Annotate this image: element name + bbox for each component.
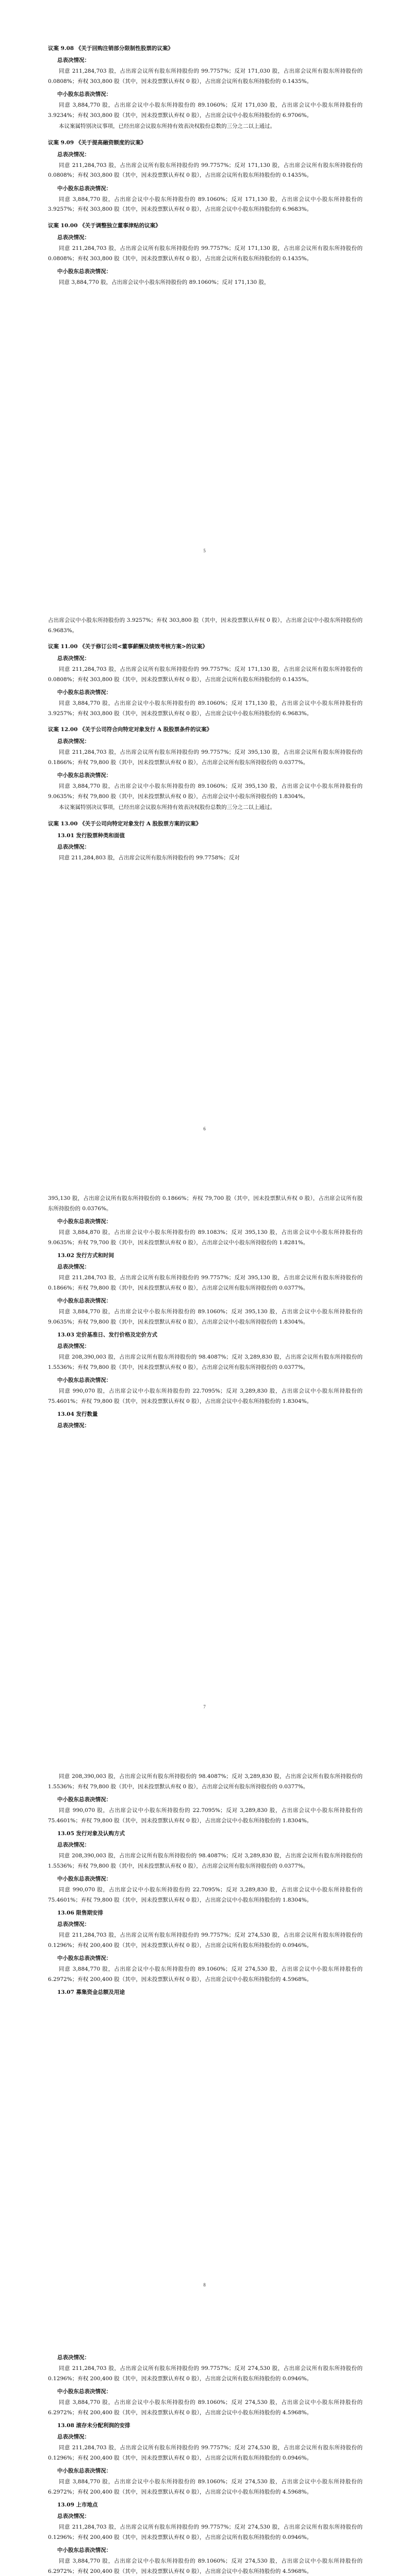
section-label: 中小股东总表决情况： bbox=[57, 1876, 111, 1882]
vote-result-paragraph: 同意 3,884,770 股，占出席会议中小股东所持股份的 89.1060%；反对 274,530 股，占出席会议中小股东所持股份的 6.2972%；弃权 200,400 股（其中，因未投票默认弃权 0 股），占出席会议中小股东所持股份的 4.5968%。 bbox=[48, 1966, 363, 1982]
section-label: 13.02 发行方式和时间 bbox=[57, 1252, 114, 1259]
section-label: 总表决情况： bbox=[57, 2513, 90, 2519]
section-label: 总表决情况： bbox=[57, 738, 90, 745]
vote-result-paragraph: 同意 211,284,703 股，占出席会议所有股东所持股份的 99.7757%；反对 274,530 股，占出席会议所有股东所持股份的 0.1296%；弃权 200,400 股（其中，因未投票默认弃权 0 股），占出席会议所有股东所持股份的 0.0946%。 bbox=[48, 2445, 363, 2461]
section-label: 总表决情况： bbox=[57, 1422, 90, 1429]
section-label: 总表决情况： bbox=[57, 1343, 90, 1349]
section-label: 13.08 滚存未分配利润的安排 bbox=[57, 2422, 130, 2429]
section-label: 总表决情况： bbox=[57, 1921, 90, 1927]
document-page bbox=[0, 1734, 409, 2312]
page-body bbox=[48, 38, 363, 289]
motion-heading: 议案 11.00 《关于修订公司<董事薪酬及绩效考核方案>的议案》 bbox=[48, 643, 208, 650]
vote-result-paragraph: 同意 3,884,770 股，占出席会议中小股东所持股份的 89.1060%；反对 171,130 股， bbox=[59, 279, 270, 286]
page-body bbox=[48, 1772, 363, 1998]
section-label: 中小股东总表决情况： bbox=[57, 772, 111, 779]
section-label: 总表决情况： bbox=[57, 1264, 90, 1270]
section-label: 总表决情况： bbox=[57, 2434, 90, 2440]
vote-result-paragraph: 同意 3,884,770 股，占出席会议中小股东所持股份的 89.1060%；反对 274,530 股，占出席会议中小股东所持股份的 6.2972%；弃权 200,400 股（其中，因未投票默认弃权 0 股），占出席会议中小股东所持股份的 4.5968%。 bbox=[48, 2558, 363, 2574]
vote-result-paragraph: 同意 211,284,703 股，占出席会议所有股东所持股份的 99.7757%；反对 171,130 股，占出席会议所有股东所持股份的 0.0808%；弃权 303,800 股（其中，因未投票默认弃权 0 股），占出席会议所有股东所持股份的 0.1435%。 bbox=[48, 245, 363, 262]
document-page bbox=[0, 2312, 409, 2576]
vote-result-paragraph: 同意 211,284,703 股，占出席会议所有股东所持股份的 99.7757%；反对 171,130 股，占出席会议所有股东所持股份的 0.0808%；弃权 303,800 股（其中，因未投票默认弃权 0 股），占出席会议所有股东所持股份的 0.1435%。 bbox=[48, 666, 363, 683]
section-label: 中小股东总表决情况： bbox=[57, 1298, 111, 1304]
vote-result-paragraph: 395,130 股，占出席会议所有股东所持股份的 0.1866%；弃权 79,700 股（其中，因未投票默认弃权 0 股），占出席会议所有股东所持股份的 0.0376%。 bbox=[48, 1195, 363, 1212]
vote-result-paragraph: 同意 3,884,770 股，占出席会议中小股东所持股份的 89.1060%；反对 274,530 股，占出席会议中小股东所持股份的 6.2972%；弃权 200,400 股（其中，因未投票默认弃权 0 股），占出席会议中小股东所持股份的 4.5968%。 bbox=[48, 2479, 363, 2495]
section-label: 中小股东总表决情况： bbox=[57, 2547, 111, 2553]
motion-heading: 议案 9.09 《关于提高融资额度的议案》 bbox=[48, 139, 146, 146]
vote-result-paragraph: 同意 211,284,703 股，占出席会议所有股东所持股份的 99.7757%；反对 395,130 股，占出席会议所有股东所持股份的 0.1866%；弃权 79,800 股（其中，因未投票默认弃权 0 股），占出席会议所有股东所持股份的 0.0377%。 bbox=[48, 749, 363, 766]
section-label: 总表决情况： bbox=[57, 2354, 90, 2361]
motion-heading: 议案 12.00 《关于公司符合向特定对象发行 A 股股票条件的议案》 bbox=[48, 726, 212, 733]
page-number: 6 bbox=[203, 1126, 206, 1131]
page-number: 7 bbox=[203, 1704, 206, 1709]
motion-heading: 议案 10.00 《关于调整独立董事津贴的议案》 bbox=[48, 222, 161, 229]
section-label: 13.04 发行数量 bbox=[57, 1411, 98, 1417]
vote-result-paragraph: 同意 211,284,703 股，占出席会议所有股东所持股份的 99.7757%；反对 274,530 股，占出席会议所有股东所持股份的 0.1296%；弃权 200,400 股（其中，因未投票默认弃权 0 股），占出席会议所有股东所持股份的 0.0946%。 bbox=[48, 2365, 363, 2382]
vote-result-paragraph: 同意 990,070 股，占出席会议中小股东所持股份的 22.7095%；反对 3,289,830 股，占出席会议中小股东所持股份的 75.4601%；弃权 79,800 股（其中，因未投票默认弃权 0 股），占出席会议中小股东所持股份的 1.8304%。 bbox=[48, 1807, 363, 1824]
section-label: 中小股东总表决情况： bbox=[57, 1955, 111, 1961]
page-number: 5 bbox=[203, 548, 206, 553]
vote-result-paragraph: 同意 3,884,870 股，占出席会议中小股东所持股份的 89.1083%；反对 395,130 股，占出席会议中小股东所持股份的 9.0635%；弃权 79,700 股（其中，因未投票默认弃权 0 股），占出席会议中小股东所持股份的 1.8281%。 bbox=[48, 1229, 363, 1246]
vote-result-paragraph: 同意 208,390,003 股，占出席会议所有股东所持股份的 98.4087%；反对 3,289,830 股，占出席会议所有股东所持股份的 1.5536%；弃权 79,800 股（其中，因未投票默认弃权 0 股），占出席会议所有股东所持股份的 0.0377%。 bbox=[48, 1853, 363, 1869]
section-label: 中小股东总表决情况： bbox=[57, 1377, 111, 1383]
vote-result-paragraph: 同意 3,884,770 股，占出席会议中小股东所持股份的 89.1060%；反对 171,130 股，占出席会议中小股东所持股份的 3.9257%；弃权 303,800 股（其中，因未投票默认弃权 0 股），占出席会议中小股东所持股份的 6.9683%。 bbox=[48, 196, 363, 213]
section-label: 总表决情况： bbox=[57, 1842, 90, 1848]
section-label: 中小股东总表决情况： bbox=[57, 1797, 111, 1803]
vote-result-paragraph: 同意 990,070 股，占出席会议中小股东所持股份的 22.7095%；反对 3,289,830 股，占出席会议中小股东所持股份的 75.4601%；弃权 79,800 股（其中，因未投票默认弃权 0 股），占出席会议中小股东所持股份的 1.8304%。 bbox=[48, 1887, 363, 1903]
section-label: 总表决情况： bbox=[57, 57, 90, 64]
page-number: 8 bbox=[203, 2282, 206, 2287]
vote-result-paragraph: 同意 3,884,770 股，占出席会议中小股东所持股份的 89.1060%；反对 395,130 股，占出席会议中小股东所持股份的 9.0635%；弃权 79,800 股（其中，因未投票默认弃权 0 股），占出席会议中小股东所持股份的 1.8304%。 bbox=[48, 783, 363, 800]
section-label: 13.01 发行股票种类和面值 bbox=[57, 833, 125, 839]
section-label: 13.06 限售期安排 bbox=[57, 1910, 104, 1916]
section-label: 总表决情况： bbox=[57, 655, 90, 662]
motion-heading: 议案 9.08 《关于回购注销部分限制性股票的议案》 bbox=[48, 45, 173, 52]
section-label: 总表决情况： bbox=[57, 844, 90, 851]
vote-result-paragraph: 同意 208,390,003 股，占出席会议所有股东所持股份的 98.4087%；反对 3,289,830 股，占出席会议所有股东所持股份的 1.5536%；弃权 79,800 股（其中，因未投票默认弃权 0 股），占出席会议所有股东所持股份的 0.0377%。 bbox=[48, 1773, 363, 1790]
page-body bbox=[48, 2350, 363, 2576]
section-label: 13.03 定价基准日、发行价格及定价方式 bbox=[57, 1332, 158, 1338]
vote-result-paragraph: 同意 3,884,770 股，占出席会议中小股东所持股份的 89.1060%；反对 395,130 股，占出席会议中小股东所持股份的 9.0635%；弃权 79,800 股（其中，因未投票默认弃权 0 股），占出席会议中小股东所持股份的 1.8304%。 bbox=[48, 1309, 363, 1325]
vote-result-paragraph: 同意 208,390,003 股，占出席会议所有股东所持股份的 98.4087%；反对 3,289,830 股，占出席会议所有股东所持股份的 1.5536%；弃权 79,800 股（其中，因未投票默认弃权 0 股），占出席会议所有股东所持股份的 0.0377%。 bbox=[48, 1354, 363, 1370]
section-label: 中小股东总表决情况： bbox=[57, 91, 111, 98]
motion-heading: 议案 13.00 《关于公司向特定对象发行 A 股股票方案的议案》 bbox=[48, 820, 202, 827]
vote-result-paragraph: 同意 211,284,803 股，占出席会议所有股东所持股份的 99.7758%；反对 bbox=[59, 855, 240, 861]
section-label: 13.09 上市地点 bbox=[57, 2502, 98, 2508]
vote-result-paragraph: 同意 3,884,770 股，占出席会议中小股东所持股份的 89.1060%；反对 171,130 股，占出席会议中小股东所持股份的 3.9257%；弃权 303,800 股（其中，因未投票默认弃权 0 股），占出席会议中小股东所持股份的 6.9683%。 bbox=[48, 700, 363, 717]
section-label: 中小股东总表决情况： bbox=[57, 689, 111, 696]
page-body bbox=[48, 1194, 363, 1432]
section-label: 总表决情况： bbox=[57, 234, 90, 241]
document-page bbox=[0, 0, 409, 578]
section-label: 中小股东总表决情况： bbox=[57, 1218, 111, 1225]
section-label: 中小股东总表决情况： bbox=[57, 2388, 111, 2395]
section-label: 中小股东总表决情况： bbox=[57, 268, 111, 275]
vote-result-paragraph: 同意 3,884,770 股，占出席会议中小股东所持股份的 89.1060%；反对 171,030 股，占出席会议中小股东所持股份的 3.9234%；弃权 303,800 股（其中，因未投票默认弃权 0 股），占出席会议中小股东所持股份的 6.9706%。 bbox=[48, 102, 363, 118]
vote-result-paragraph: 同意 990,070 股，占出席会议中小股东所持股份的 22.7095%；反对 3,289,830 股，占出席会议中小股东所持股份的 75.4601%；弃权 79,800 股（其中，因未投票默认弃权 0 股），占出席会议中小股东所持股份的 1.8304%。 bbox=[48, 1388, 363, 1404]
vote-result-paragraph: 同意 211,284,703 股，占出席会议所有股东所持股份的 99.7757%；反对 171,030 股，占出席会议所有股东所持股份的 0.0808%；弃权 303,800 股（其中，因未投票默认弃权 0 股），占出席会议所有股东所持股份的 0.1435%。 bbox=[48, 68, 363, 84]
vote-result-paragraph: 本议案属特别决议事项，已经出席会议股东所持有效表决权股份总数的三分之二以上通过。 bbox=[59, 123, 275, 130]
section-label: 中小股东总表决情况： bbox=[57, 185, 111, 192]
vote-result-paragraph: 同意 211,284,703 股，占出席会议所有股东所持股份的 99.7757%；反对 395,130 股，占出席会议所有股东所持股份的 0.1866%；弃权 79,800 股（其中，因未投票默认弃权 0 股），占出席会议所有股东所持股份的 0.0377%。 bbox=[48, 1275, 363, 1291]
vote-result-paragraph: 同意 3,884,770 股，占出席会议中小股东所持股份的 89.1060%；反对 274,530 股，占出席会议中小股东所持股份的 6.2972%；弃权 200,400 股（其中，因未投票默认弃权 0 股），占出席会议中小股东所持股份的 4.5968%。 bbox=[48, 2399, 363, 2416]
document-page bbox=[0, 1156, 409, 1734]
section-label: 中小股东总表决情况： bbox=[57, 2468, 111, 2474]
vote-result-paragraph: 同意 211,284,703 股，占出席会议所有股东所持股份的 99.7757%；反对 274,530 股，占出席会议所有股东所持股份的 0.1296%；弃权 200,400 股（其中，因未投票默认弃权 0 股），占出席会议所有股东所持股份的 0.0946%。 bbox=[48, 1932, 363, 1948]
vote-result-paragraph: 占出席会议中小股东所持股份的 3.9257%；弃权 303,800 股（其中，因未投票默认弃权 0 股），占出席会议中小股东所持股份的 6.9683%。 bbox=[48, 617, 363, 634]
page-body bbox=[48, 616, 363, 865]
document-page bbox=[0, 578, 409, 1156]
section-label: 13.05 发行对象及认购方式 bbox=[57, 1831, 125, 1837]
vote-result-paragraph: 同意 211,284,703 股，占出席会议所有股东所持股份的 99.7757%；反对 171,130 股，占出席会议所有股东所持股份的 0.0808%；弃权 303,800 股（其中，因未投票默认弃权 0 股），占出席会议所有股东所持股份的 0.1435%。 bbox=[48, 162, 363, 179]
vote-result-paragraph: 本议案属特别决议事项，已经出席会议股东所持有效表决权股份总数的三分之二以上通过。 bbox=[59, 804, 275, 811]
section-label: 总表决情况： bbox=[57, 151, 90, 158]
vote-result-paragraph: 同意 211,284,703 股，占出席会议所有股东所持股份的 99.7757%；反对 274,530 股，占出席会议所有股东所持股份的 0.1296%；弃权 200,400 股（其中，因未投票默认弃权 0 股），占出席会议所有股东所持股份的 0.0946%。 bbox=[48, 2524, 363, 2540]
section-label: 13.07 募集资金总额及用途 bbox=[57, 1989, 125, 1995]
